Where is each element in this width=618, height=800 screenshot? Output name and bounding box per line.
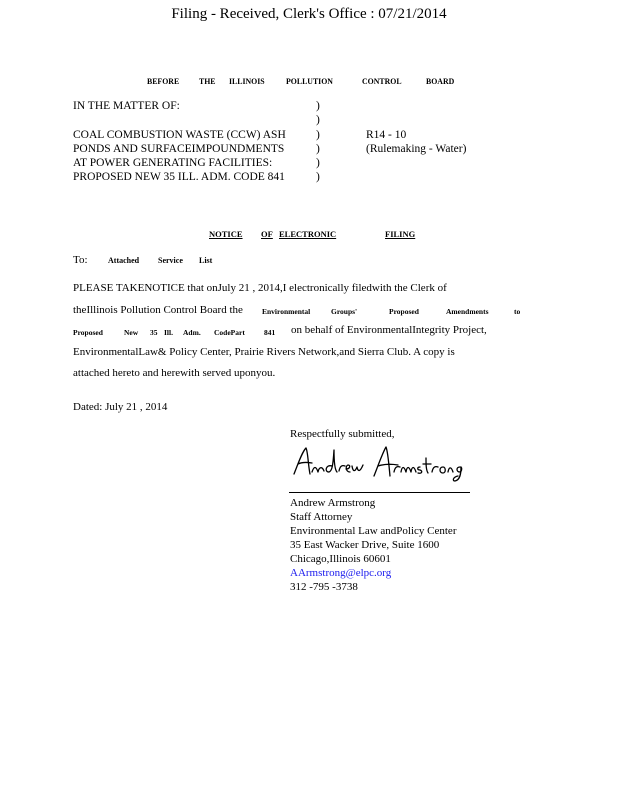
caption-paren: ): [316, 100, 320, 112]
heading-word: THE: [199, 76, 216, 86]
phone-number: 312 -795 -3738: [290, 581, 358, 593]
rulemaking-type: (Rulemaking - Water): [366, 143, 467, 155]
notice-title-word: FILING: [385, 229, 416, 239]
filing-title-word: CodePart: [214, 328, 245, 337]
caption-paren: ): [316, 157, 320, 169]
handwritten-signature: [288, 440, 468, 485]
caption-paren: ): [316, 171, 320, 183]
to-label: To:: [73, 254, 88, 266]
caption-paren: ): [316, 129, 320, 141]
caption-line: AT POWER GENERATING FACILITIES:: [73, 157, 273, 169]
filing-title-word: New: [124, 328, 139, 337]
body-line: on behalf of EnvironmentalIntegrity Project,: [291, 324, 487, 336]
filing-title-word: Environmental: [262, 307, 311, 316]
signer-name: Andrew Armstrong: [290, 497, 376, 509]
heading-word: BEFORE: [147, 76, 180, 86]
caption-line: PROPOSED NEW 35 ILL. ADM. CODE 841: [73, 171, 285, 183]
in-the-matter: IN THE MATTER OF:: [73, 100, 180, 112]
heading-word: POLLUTION: [286, 76, 333, 86]
filing-title-word: Ill.: [164, 328, 173, 337]
filing-title-word: Amendments: [446, 307, 489, 316]
heading-word: BOARD: [426, 76, 455, 86]
body-line: attached hereto and herewith served uponyou.: [73, 367, 276, 379]
address-line: Chicago,Illinois 60601: [290, 553, 391, 565]
signature-line: [289, 492, 470, 493]
caption-line: COAL COMBUSTION WASTE (CCW) ASH: [73, 129, 286, 141]
body-line: PLEASE TAKENOTICE that onJuly 21 , 2014,I electronically filedwith the Clerk of: [73, 282, 447, 294]
filing-title-word: Proposed: [389, 307, 419, 316]
recipient-word: List: [199, 256, 213, 265]
caption-line: PONDS AND SURFACEIMPOUNDMENTS: [73, 143, 285, 155]
recipient-word: Service: [158, 256, 183, 265]
heading-word: ILLINOIS: [229, 76, 265, 86]
caption-paren: ): [316, 143, 320, 155]
email-link[interactable]: AArmstrong@elpc.org: [290, 567, 392, 579]
body-line: theIllinois Pollution Control Board the: [73, 304, 243, 316]
filing-title-word: Adm.: [183, 328, 201, 337]
filing-title-word: 841: [264, 328, 276, 337]
notice-title-word: NOTICE: [209, 229, 243, 239]
docket-number: R14 - 10: [366, 129, 407, 141]
notice-title-word: OF: [261, 229, 273, 239]
signer-title: Staff Attorney: [290, 511, 353, 523]
filing-title-word: to: [514, 307, 521, 316]
notice-title-word: ELECTRONIC: [279, 229, 337, 239]
filing-title-word: 35: [150, 328, 158, 337]
body-line: EnvironmentalLaw& Policy Center, Prairie Rivers Network,and Sierra Club. A copy is: [73, 346, 455, 358]
signer-organization: Environmental Law andPolicy Center: [290, 525, 457, 537]
dated-line: Dated: July 21 , 2014: [73, 401, 168, 413]
recipients-line: [73, 254, 88, 266]
filing-title-word: Proposed: [73, 328, 103, 337]
closing: Respectfully submitted,: [290, 428, 395, 440]
caption-paren: ): [316, 114, 320, 126]
filing-title-word: Groups': [331, 307, 358, 316]
heading-word: CONTROL: [362, 76, 402, 86]
address-line: 35 East Wacker Drive, Suite 1600: [290, 539, 440, 551]
filing-stamp-header: Filing - Received, Clerk's Office : 07/21/2014: [171, 6, 447, 22]
recipient-word: Attached: [108, 256, 140, 265]
